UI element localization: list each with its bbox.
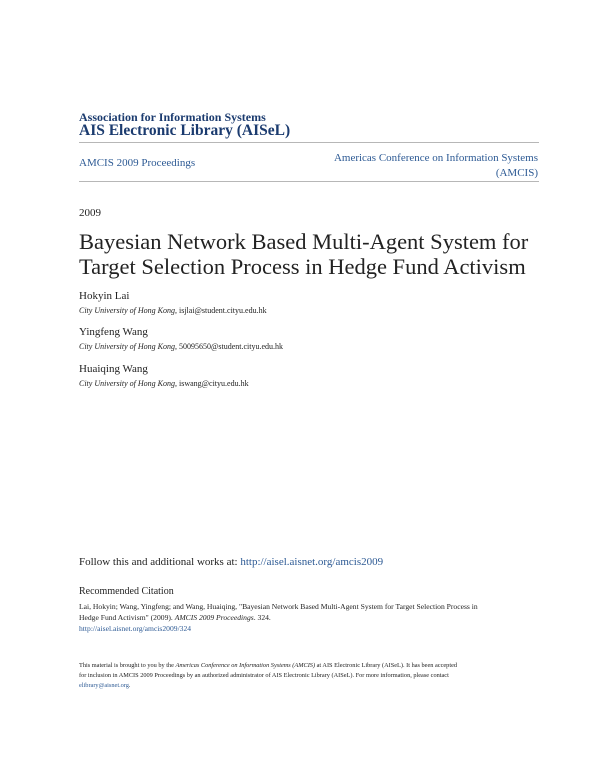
bottom-divider — [79, 181, 539, 182]
org-name: Association for Information Systems — [79, 110, 266, 124]
author-email: , iswang@cityu.edu.hk — [175, 379, 249, 388]
conference-name: Americas Conference on Information Systems — [333, 152, 538, 164]
publication-year: 2009 — [79, 207, 101, 219]
conference-link[interactable] — [278, 151, 538, 181]
author-email: , 50095650@student.cityu.edu.hk — [175, 342, 284, 351]
citation-heading: Recommended Citation — [79, 586, 174, 597]
footer-notice — [79, 661, 529, 691]
title-line-1: Bayesian Network Based Multi-Agent System for — [79, 229, 529, 254]
footer-line-3 — [79, 681, 529, 691]
follow-works — [79, 556, 383, 568]
affiliation-institution: City University of Hong Kong — [79, 379, 175, 388]
affiliation-institution: City University of Hong Kong — [79, 306, 175, 315]
paper-title — [79, 229, 549, 279]
author-affiliation — [79, 379, 249, 388]
follow-link[interactable]: http://aisel.aisnet.org/amcis2009 — [240, 556, 384, 568]
footer-text: at AIS Electronic Library (AISeL). It has been accepted — [315, 662, 458, 669]
footer-text: This material is brought to you by the — [79, 662, 176, 669]
author-affiliation — [79, 342, 283, 351]
library-name[interactable]: AIS Electronic Library (AISeL) — [79, 122, 291, 139]
proceedings-link[interactable]: AMCIS 2009 Proceedings — [79, 157, 196, 169]
contact-email-link[interactable]: elibrary@aisnet.org — [79, 682, 129, 689]
citation-proceedings: AMCIS 2009 Proceedings — [174, 613, 254, 622]
conference-abbrev: (AMCIS) — [495, 167, 538, 179]
author-name[interactable]: Yingfeng Wang — [79, 326, 148, 338]
footer-conference: Americas Conference on Information Systems (AMCIS) — [175, 662, 316, 669]
citation-link[interactable]: http://aisel.aisnet.org/amcis2009/324 — [79, 624, 192, 633]
citation-body — [79, 601, 529, 634]
footer-text: . — [128, 682, 131, 689]
citation-text: Hedge Fund Activism" (2009). — [79, 613, 175, 622]
title-line-2: Target Selection Process in Hedge Fund Activism — [79, 254, 526, 279]
author-affiliation — [79, 306, 267, 315]
footer-line-2: for inclusion in AMCIS 2009 Proceedings by an authorized administrator of AIS Electronic Library (AISeL). For more information, please contact — [79, 672, 449, 679]
citation-page: . 324. — [253, 613, 271, 622]
author-name[interactable]: Huaiqing Wang — [79, 363, 148, 375]
affiliation-institution: City University of Hong Kong — [79, 342, 175, 351]
citation-line-2 — [79, 612, 529, 623]
top-divider — [79, 142, 539, 143]
citation-line-1: Lai, Hokyin; Wang, Yingfeng; and Wang, Huaiqing, "Bayesian Network Based Multi-Agent System for Target Selection Process in — [79, 602, 478, 611]
footer-line-1 — [79, 661, 529, 671]
author-name[interactable]: Hokyin Lai — [79, 290, 130, 302]
follow-text: Follow this and additional works at: — [79, 556, 241, 568]
author-email: , isjlai@student.cityu.edu.hk — [175, 306, 267, 315]
